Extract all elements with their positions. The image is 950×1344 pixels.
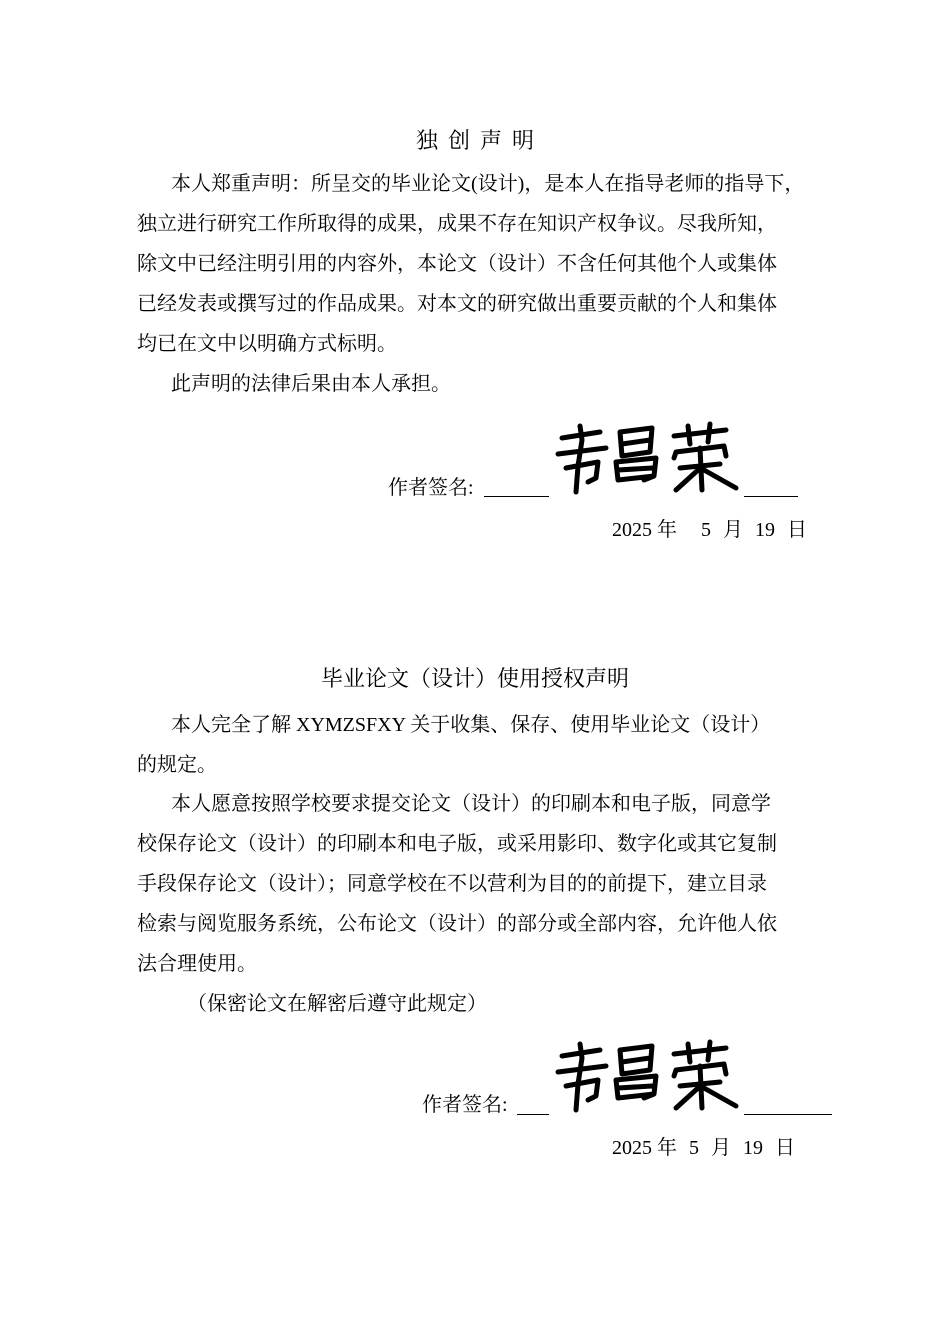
author-signature-label: 作者签名: [422, 1094, 508, 1116]
text-line: 本人完全了解 XYMZSFXY 关于收集、保存、使用毕业论文（设计） [171, 714, 771, 736]
date-day-unit: 日 [787, 519, 807, 541]
authorization-paragraph-1 [137, 705, 861, 785]
text-line: 已经发表或撰写过的作品成果。对本文的研究做出重要贡献的个人和集体 [137, 293, 777, 315]
signature-underline [484, 496, 549, 497]
text-line: 校保存论文（设计）的印刷本和电子版，或采用影印、数字化或其它复制 [137, 833, 777, 855]
text-line: 本人郑重声明：所呈交的毕业论文(设计)，是本人在指导老师的指导下， [171, 173, 805, 195]
date-day: 19 [743, 1137, 763, 1159]
text-line: 检索与阅览服务系统，公布论文（设计）的部分或全部内容，允许他人依 [137, 913, 777, 935]
text-line: 本人愿意按照学校要求提交论文（设计）的印刷本和电子版，同意学 [171, 793, 771, 815]
date-year-unit: 年 [657, 1137, 677, 1159]
author-signature-label: 作者签名: [388, 477, 474, 499]
text-line: 除文中已经注明引用的内容外，本论文（设计）不含任何其他个人或集体 [137, 253, 777, 275]
text-line: 的规定。 [137, 754, 217, 776]
declaration-paragraph-1 [137, 164, 861, 364]
date-month-unit: 月 [723, 519, 743, 541]
declaration-paragraph-2 [137, 364, 861, 404]
author-signature [548, 418, 748, 508]
date-year: 2025 [612, 519, 652, 541]
signature-underline [744, 1114, 832, 1115]
text-line: 均已在文中以明确方式标明。 [137, 333, 397, 355]
date-day: 19 [755, 519, 775, 541]
date-month: 5 [689, 1137, 699, 1159]
text-line: 法合理使用。 [137, 953, 257, 975]
authorization-paragraph-2 [137, 784, 861, 984]
text-line: 此声明的法律后果由本人承担。 [171, 373, 451, 395]
date-year-unit: 年 [657, 519, 677, 541]
declaration-title: 独创声明 [415, 129, 544, 154]
text-line: 手段保存论文（设计）；同意学校在不以营利为目的的前提下，建立目录 [137, 873, 767, 895]
authorization-title: 毕业论文（设计）使用授权声明 [320, 667, 629, 692]
signature-underline [744, 496, 798, 497]
text-line: 独立进行研究工作所取得的成果，成果不存在知识产权争议。尽我所知， [137, 213, 777, 235]
confidential-note: （保密论文在解密后遵守此规定） [187, 993, 487, 1015]
signature-underline [517, 1114, 549, 1115]
date-day-unit: 日 [775, 1137, 795, 1159]
declaration-date [612, 516, 807, 544]
author-signature [548, 1036, 748, 1126]
date-month-unit: 月 [711, 1137, 731, 1159]
date-year: 2025 [612, 1137, 652, 1159]
date-month: 5 [701, 519, 711, 541]
authorization-date [612, 1134, 795, 1162]
